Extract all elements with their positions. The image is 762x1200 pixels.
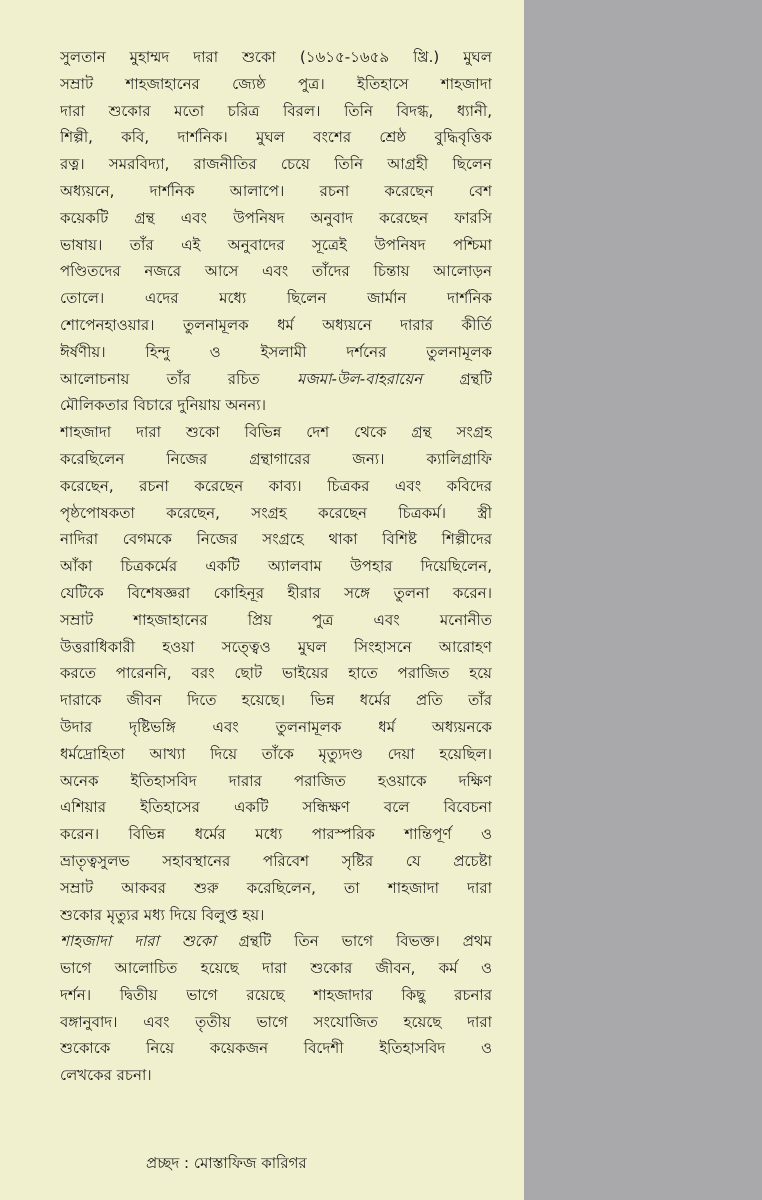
- blurb-line: [60, 366, 492, 393]
- blurb-line: অনেক ইতিহাসবিদ দারার পরাজিত হওয়াকে দক্ষিণ: [60, 771, 492, 790]
- blurb-line: করেছিলেন নিজের গ্রন্থাগারের জন্য। ক্যালিগ্রাফি: [60, 449, 492, 468]
- blurb-line: অধ্যয়নে, দার্শনিক আলাপে। রচনা করেছেন বেশ: [60, 181, 492, 200]
- blurb-line: কয়েকটি গ্রন্থ এবং উপনিষদ অনুবাদ করেছেন ফারসি: [60, 208, 492, 227]
- blurb-line: ভাষায়। তাঁর এই অনুবাদের সূত্রেই উপনিষদ পশ্চিমা: [60, 235, 492, 254]
- blurb-text: গ্রন্থটি তিন ভাগে বিভক্ত। প্রথম: [215, 932, 492, 951]
- blurb-line: নাদিরা বেগমকে নিজের সংগ্রহে থাকা বিশিষ্ট শিল্পীদের: [60, 530, 492, 549]
- blurb-line: শুকোকে নিয়ে কয়েকজন বিদেশী ইতিহাসবিদ ও: [60, 1039, 492, 1058]
- blurb-line: [60, 928, 492, 955]
- blurb-line: করেছেন, রচনা করেছেন কাব্য। চিত্রকর এবং কবিদের: [60, 476, 492, 495]
- blurb-line: রত্ন। সমরবিদ্যা, রাজনীতির চেয়ে তিনি আগ্রহী ছিলেন: [60, 155, 492, 174]
- blurb-line: করেন। বিভিন্ন ধর্মের মধ্যে পারস্পরিক শান্তিপূর্ণ ও: [60, 825, 492, 844]
- book-blurb: [60, 44, 492, 1089]
- blurb-line: সম্রাট আকবর শুরু করেছিলেন, তা শাহজাদা দারা: [60, 878, 492, 897]
- blurb-line: শুকোর মৃত্যুর মধ্য দিয়ে বিলুপ্ত হয়।: [60, 905, 265, 924]
- blurb-line: উদার দৃষ্টিভঙ্গি এবং তুলনামূলক ধর্ম অধ্যয়নকে: [60, 717, 492, 736]
- blurb-line: এশিয়ার ইতিহাসের একটি সন্ধিক্ষণ বলে বিবেচনা: [60, 798, 492, 817]
- blurb-line: তোলে। এদের মধ্যে ছিলেন জার্মান দার্শনিক: [60, 289, 492, 308]
- blurb-line: লেখকের রচনা।: [60, 1066, 152, 1085]
- blurb-line: ভ্রাতৃত্বসুলভ সহাবস্থানের পরিবেশ সৃষ্টির যে প্রচেষ্টা: [60, 851, 492, 870]
- blurb-line: সুলতান মুহাম্মদ দারা শুকো (১৬১৫-১৬৫৯ খ্রি.) মুঘল: [60, 48, 492, 66]
- blurb-line: উত্তরাধিকারী হওয়া সত্ত্বেও মুঘল সিংহাসনে আরোহণ: [60, 637, 492, 656]
- blurb-line: ধর্মদ্রোহিতা আখ্যা দিয়ে তাঁকে মৃত্যুদণ্ড দেয়া হয়েছিল।: [60, 744, 492, 763]
- blurb-line: সম্রাট শাহজাহানের প্রিয় পুত্র এবং মনোনীত: [60, 610, 492, 629]
- blurb-line: যেটিকে বিশেষজ্ঞরা কোহিনূর হীরার সঙ্গে তুলনা করেন।: [60, 583, 492, 602]
- blurb-line: বঙ্গানুবাদ। এবং তৃতীয় ভাগে সংযোজিত হয়েছে দারা: [60, 1012, 492, 1031]
- blurb-text: আলোচনায় তাঁর রচিত: [60, 369, 298, 388]
- cover-design-credit: প্রচ্ছদ : মোস্তাফিজ কারিগর: [146, 1154, 307, 1172]
- blurb-line: দর্শন। দ্বিতীয় ভাগে রয়েছে শাহজাদার কিছু রচনার: [60, 985, 492, 1004]
- book-title-italic: শাহজাদা দারা শুকো: [60, 932, 216, 951]
- blurb-text: গ্রন্থটি: [422, 369, 492, 388]
- blurb-line: পণ্ডিতদের নজরে আসে এবং তাঁদের চিন্তায় আলোড়ন: [60, 262, 492, 281]
- scan-backdrop: [524, 0, 762, 1200]
- blurb-line: করতে পারেননি, বরং ছোট ভাইয়ের হাতে পরাজিত হয়ে: [60, 664, 492, 683]
- blurb-line: ভাগে আলোচিত হয়েছে দারা শুকোর জীবন, কর্ম ও: [60, 959, 492, 978]
- book-title-italic: মজমা-উল-বাহরায়েন: [297, 369, 423, 388]
- blurb-line: মৌলিকতার বিচারে দুনিয়ায় অনন্য।: [60, 396, 266, 415]
- blurb-line: দারা শুকোর মতো চরিত্র বিরল। তিনি বিদগ্ধ, ধ্যানী,: [60, 101, 492, 120]
- blurb-line: পৃষ্ঠপোষকতা করেছেন, সংগ্রহ করেছেন চিত্রকর্ম। স্ত্রী: [60, 503, 492, 522]
- blurb-line: শোপেনহাওয়ার। তুলনামূলক ধর্ম অধ্যয়নে দারার কীর্তি: [60, 315, 492, 334]
- blurb-line: সম্রাট শাহজাহানের জ্যেষ্ঠ পুত্র। ইতিহাসে শাহজাদা: [60, 74, 492, 93]
- blurb-line: শিল্পী, কবি, দার্শনিক। মুঘল বংশের শ্রেষ্ঠ বুদ্ধিবৃত্তিক: [60, 128, 492, 147]
- blurb-line: শাহজাদা দারা শুকো বিভিন্ন দেশ থেকে গ্রন্থ সংগ্রহ: [60, 423, 492, 442]
- blurb-line: দারাকে জীবন দিতে হয়েছে। ভিন্ন ধর্মের প্রতি তাঁর: [60, 691, 492, 710]
- blurb-line: আঁকা চিত্রকর্মের একটি অ্যালবাম উপহার দিয়েছিলেন,: [60, 557, 492, 576]
- blurb-line: ঈর্ষণীয়। হিন্দু ও ইসলামী দর্শনের তুলনামূলক: [60, 342, 492, 361]
